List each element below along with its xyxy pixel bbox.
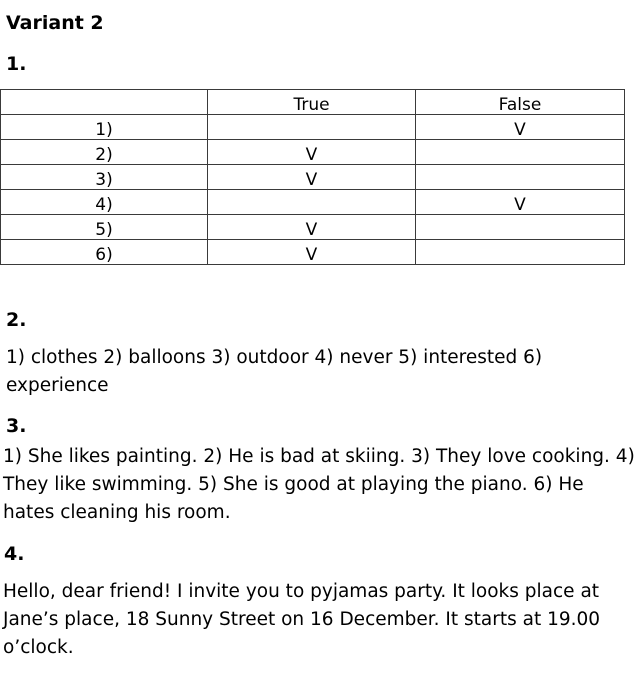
table-row xyxy=(1,215,625,240)
table-row xyxy=(1,115,625,140)
task-3-number: 3. xyxy=(6,415,27,437)
task-1-number: 1. xyxy=(6,53,27,75)
true-mark xyxy=(208,115,416,140)
row-label: 3) xyxy=(1,165,208,190)
false-mark xyxy=(416,165,625,190)
false-mark: V xyxy=(416,190,625,215)
false-mark xyxy=(416,215,625,240)
true-mark: V xyxy=(208,140,416,165)
table-row xyxy=(1,190,625,215)
table-header-row xyxy=(1,90,625,115)
task-2-number: 2. xyxy=(6,309,27,331)
false-mark: V xyxy=(416,115,625,140)
page-title: Variant 2 xyxy=(6,12,104,34)
row-label: 5) xyxy=(1,215,208,240)
task-2-answers: 1) clothes 2) balloons 3) outdoor 4) never 5) interested 6) experience xyxy=(6,347,543,396)
task-4-number: 4. xyxy=(4,543,25,565)
row-label: 6) xyxy=(1,240,208,265)
table-row xyxy=(1,140,625,165)
true-mark: V xyxy=(208,165,416,190)
true-mark xyxy=(208,190,416,215)
false-mark xyxy=(416,140,625,165)
table-header-false: False xyxy=(416,90,625,115)
row-label: 4) xyxy=(1,190,208,215)
task-3-answers: 1) She likes painting. 2) He is bad at skiing. 3) They love cooking. 4) They like swimming. 5) She is good at playing the piano. 6) He hates cleaning his room. xyxy=(3,446,635,523)
row-label: 2) xyxy=(1,140,208,165)
false-mark xyxy=(416,240,625,265)
table-header-true: True xyxy=(208,90,416,115)
table-row xyxy=(1,240,625,265)
true-mark: V xyxy=(208,240,416,265)
row-label: 1) xyxy=(1,115,208,140)
task-4-invitation: Hello, dear friend! I invite you to pyjamas party. It looks place at Jane’s place, 18 Sunny Street on 16 December. It starts at 19.00 o’clock. xyxy=(3,581,601,658)
table-row xyxy=(1,165,625,190)
true-false-table xyxy=(0,89,625,265)
true-mark: V xyxy=(208,215,416,240)
table-header-cell xyxy=(1,90,208,115)
